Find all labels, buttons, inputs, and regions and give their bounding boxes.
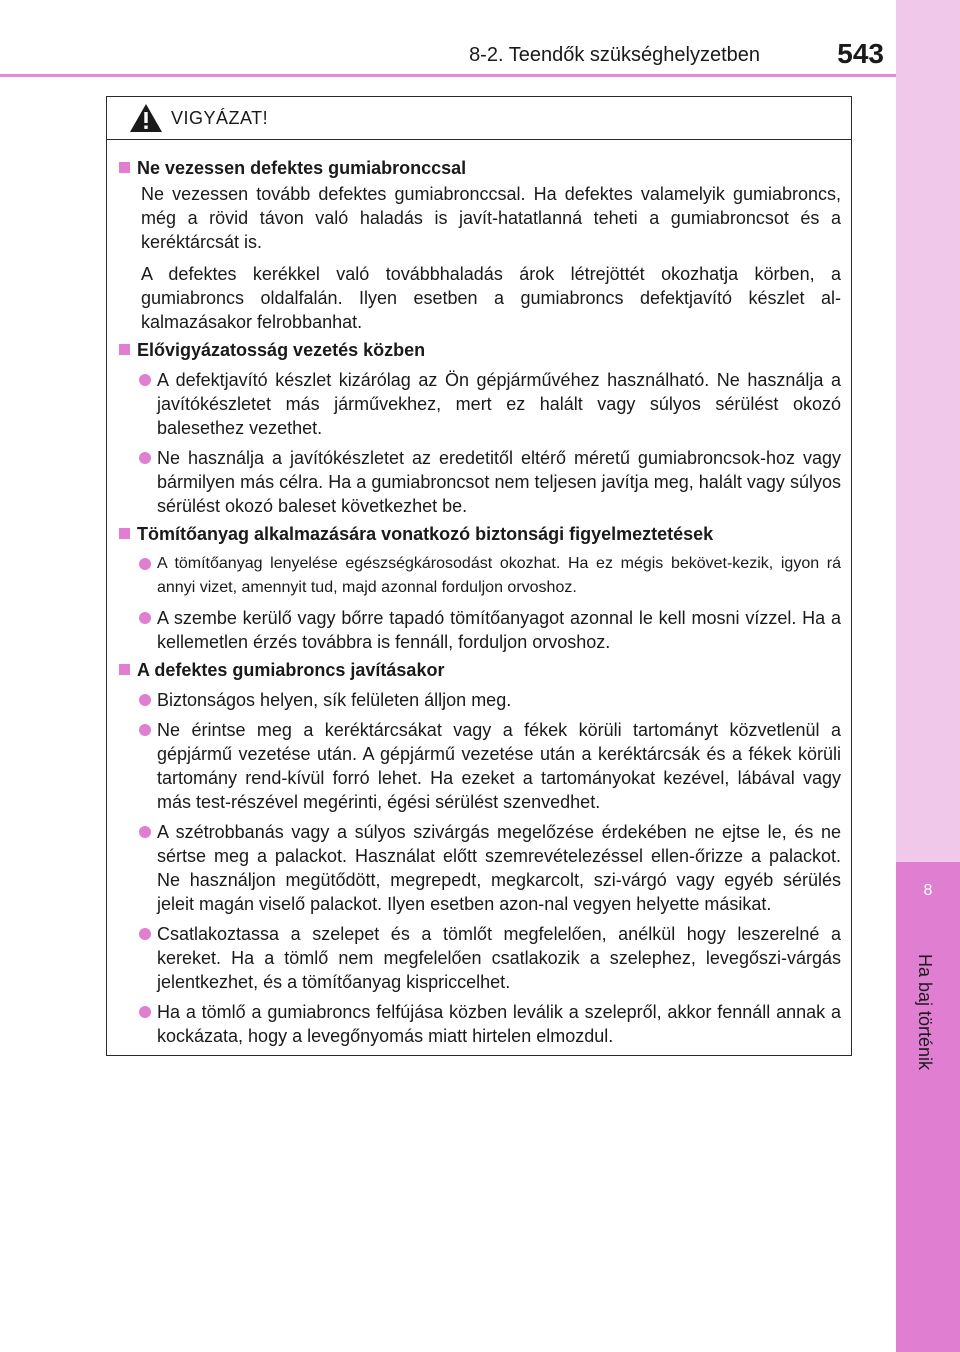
circle-bullet-icon <box>139 826 151 838</box>
warning-header <box>107 97 851 140</box>
square-bullet-icon <box>119 664 130 675</box>
sidebar-background <box>896 0 960 862</box>
list-item: A szétrobbanás vagy a súlyos szivárgás megelőzése érdekében ne ejtse le, és ne sértse meg a palackot. Használat előtt szemrevételezéssel ellen-őrizze a palackot. Ne használjon megütődött, megrepedt, megkarcolt, szi-várgó vagy egyéb sérülés jeleit magán viselő palackot. Ilyen esetben azon-nal vegyen helyette másikat. <box>117 820 841 916</box>
list-item: A szembe kerülő vagy bőrre tapadó tömítőanyagot azonnal le kell mosni vízzel. Ha a kellemetlen érzés továbbra is fennáll, forduljon orvoshoz. <box>117 606 841 654</box>
list-item: Biztonságos helyen, sík felületen álljon meg. <box>117 688 841 712</box>
section-title: Elővigyázatosság vezetés közben <box>117 338 841 362</box>
warning-box <box>106 96 852 1056</box>
square-bullet-icon <box>119 344 130 355</box>
warning-triangle-icon <box>129 103 163 133</box>
section-title: A defektes gumiabroncs javításakor <box>117 658 841 682</box>
paragraph: A defektes kerékkel való továbbhaladás árok létrejöttét okozhatja körben, a gumiabroncs oldalfalán. Ilyen esetben a gumiabroncs defektjavító készlet al-kalmazásakor felrobbanhat. <box>141 264 841 332</box>
circle-bullet-icon <box>139 452 151 464</box>
chapter-tab <box>896 862 960 1352</box>
square-bullet-icon <box>119 162 130 173</box>
circle-bullet-icon <box>139 694 151 706</box>
chapter-title: 8-2. Teendők szükséghelyzetben <box>469 44 760 66</box>
list-item: A defektjavító készlet kizárólag az Ön gépjárművéhez használható. Ne használja a javítókészletet más járművekhez, mert ez halált vagy súlyos sérülést okozó balesethez vezethet. <box>117 368 841 440</box>
circle-bullet-icon <box>139 1006 151 1018</box>
circle-bullet-icon <box>139 612 151 624</box>
section-title: Ne vezessen defektes gumiabronccsal <box>117 156 841 180</box>
section-title: Tömítőanyag alkalmazására vonatkozó biztonsági figyelmeztetések <box>117 522 841 546</box>
warning-body <box>107 140 851 1048</box>
list-item: A tömítőanyag lenyelése egészségkárosodást okozhat. Ha ez mégis bekövet-kezik, igyon rá annyi vizet, amennyit tud, majd azonnal forduljon orvoshoz. <box>117 552 841 600</box>
circle-bullet-icon <box>139 724 151 736</box>
chapter-tab-number: 8 <box>923 882 933 899</box>
list-item: Csatlakoztassa a szelepet és a tömlőt megfelelően, anélkül hogy leszerelné a kereket. Ha a tömlő nem megfelelően csatlakozik a szelephez, levegőszi-várgás jelentkezhet, és a tömítőanyag kispriccelhet. <box>117 922 841 994</box>
circle-bullet-icon <box>139 558 151 570</box>
circle-bullet-icon <box>139 928 151 940</box>
square-bullet-icon <box>119 528 130 539</box>
header-rule <box>0 74 896 77</box>
chapter-tab-label: Ha baj történik <box>915 954 935 1071</box>
list-item: Ha a tömlő a gumiabroncs felfújása közben leválik a szelepről, akkor fennáll annak a kockázata, hogy a levegőnyomás miatt hirtelen elmozdul. <box>117 1000 841 1048</box>
circle-bullet-icon <box>139 374 151 386</box>
page-number: 543 <box>837 38 884 69</box>
list-item: Ne használja a javítókészletet az eredetitől eltérő méretű gumiabroncsok-hoz vagy bármilyen más célra. Ha a gumiabroncsot nem teljesen javítja meg, halált vagy súlyos sérülést okozó baleset következhet be. <box>117 446 841 518</box>
list-item: Ne érintse meg a keréktárcsákat vagy a fékek körüli tartományt közvetlenül a gépjármű vezetése után. A gépjármű vezetése után a keréktárcsák és a fékek körüli tartomány rend-kívül forró lehet. Ha ezeket a tartományokat kezével, lábával vagy más test-részével megérinti, égési sérülést szenvedhet. <box>117 718 841 814</box>
warning-title: VIGYÁZAT! <box>171 107 269 128</box>
page-header <box>0 0 896 78</box>
paragraph: Ne vezessen tovább defektes gumiabronccsal. Ha defektes valamelyik gumiabroncs, még a rövid távon való haladás is javít-hatatlanná teheti a gumiabroncsot és a keréktárcsát is. <box>141 184 841 252</box>
